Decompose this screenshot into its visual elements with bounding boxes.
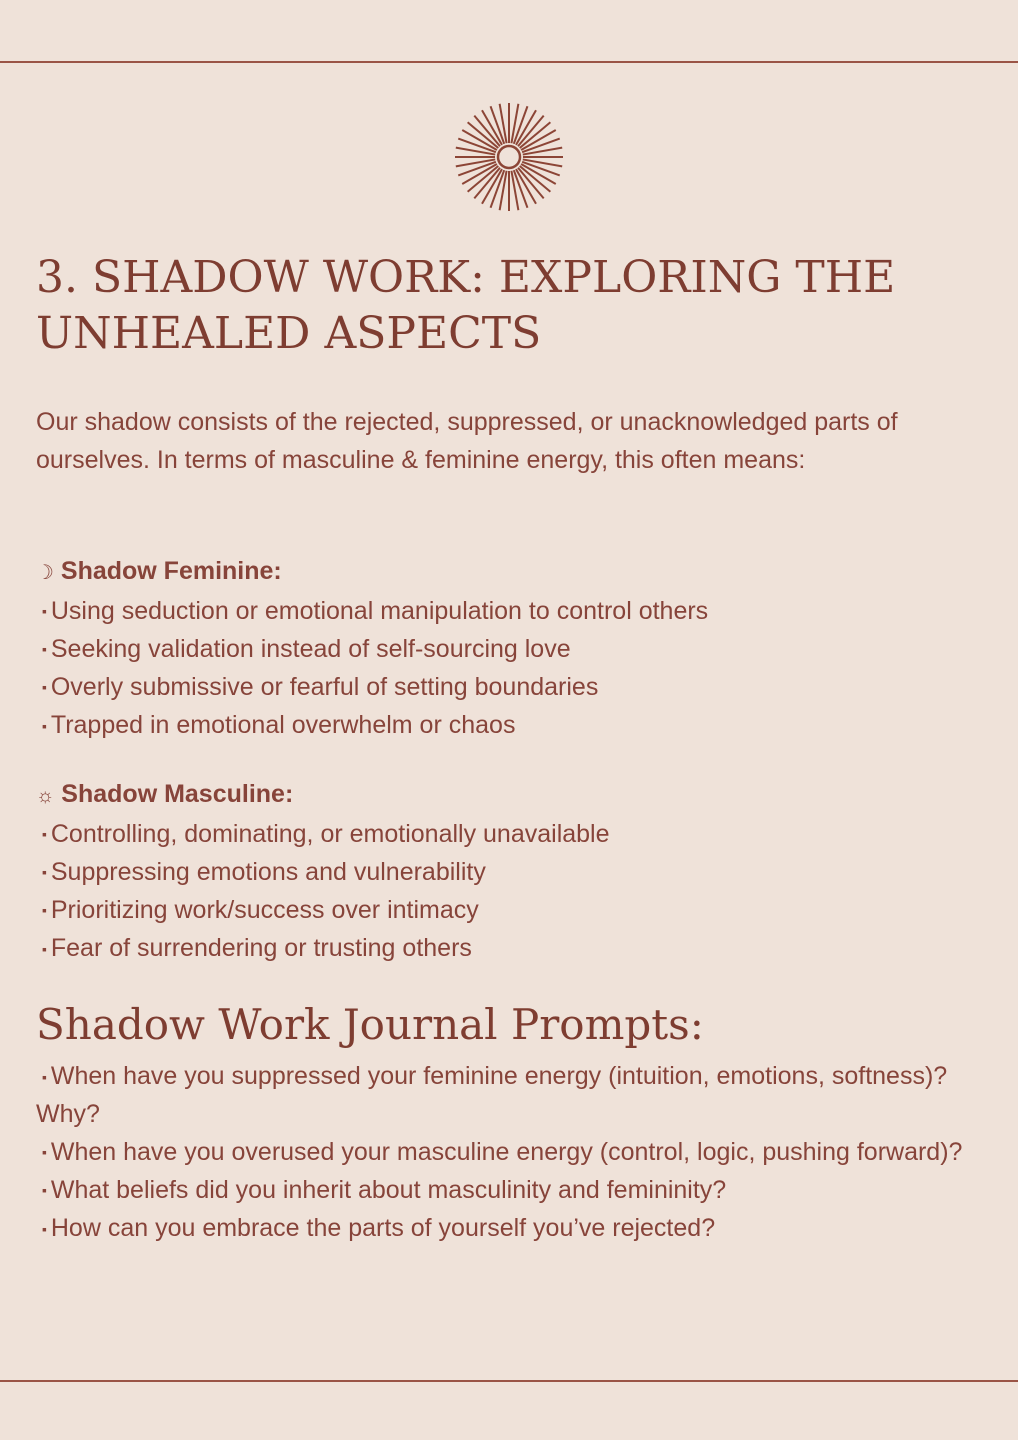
sun-ray xyxy=(500,171,507,210)
shadow-feminine-section xyxy=(36,553,976,745)
intro-text: Our shadow consists of the rejected, suppressed, or unacknowledged parts of ourselves. In terms of masculine & feminine energy, this often means: xyxy=(36,408,898,474)
prompts-heading: Shadow Work Journal Prompts: xyxy=(36,1000,704,1049)
sun-ray xyxy=(523,148,562,155)
sun-ray xyxy=(500,104,507,143)
sun-core xyxy=(498,146,520,168)
top-rule xyxy=(0,61,1018,63)
shadow-masculine-heading: ☼ Shadow Masculine: xyxy=(36,780,294,808)
prompts-list xyxy=(36,1058,976,1248)
moon-icon: ☽ xyxy=(36,562,54,584)
sun-ray xyxy=(456,159,495,166)
list-item: ▪ Prioritizing work/success over intimacy xyxy=(36,892,976,930)
sun-ray xyxy=(523,159,562,166)
sun-ray xyxy=(511,104,518,143)
list-item: ▪ What beliefs did you inherit about masculinity and femininity? xyxy=(36,1172,976,1210)
list-item: ▪ Controlling, dominating, or emotionally unavailable xyxy=(36,816,976,854)
list-item: ▪ When have you suppressed your feminine energy (intuition, emotions, softness)? Why? xyxy=(36,1058,976,1134)
sun-ray xyxy=(511,171,518,210)
list-item: ▪ When have you overused your masculine energy (control, logic, pushing forward)? xyxy=(36,1134,976,1172)
list-item: ▪ Overly submissive or fearful of setting boundaries xyxy=(36,669,976,707)
shadow-masculine-section xyxy=(36,776,976,968)
page-title: 3. SHADOW WORK: EXPLORING THE UNHEALED ASPECTS xyxy=(36,252,896,359)
list-item: ▪ How can you embrace the parts of yourself you’ve rejected? xyxy=(36,1210,976,1248)
bottom-rule xyxy=(0,1380,1018,1382)
shadow-feminine-heading: ☽ Shadow Feminine: xyxy=(36,557,282,585)
sun-ray xyxy=(456,148,495,155)
list-item: ▪ Suppressing emotions and vulnerability xyxy=(36,854,976,892)
sun-icon xyxy=(454,102,564,212)
list-item: ▪ Seeking validation instead of self-sourcing love xyxy=(36,631,976,669)
list-item: ▪ Fear of surrendering or trusting others xyxy=(36,930,976,968)
sun-small-icon: ☼ xyxy=(36,785,55,807)
list-item: ▪ Using seduction or emotional manipulation to control others xyxy=(36,593,976,631)
list-item: ▪ Trapped in emotional overwhelm or chaos xyxy=(36,707,976,745)
